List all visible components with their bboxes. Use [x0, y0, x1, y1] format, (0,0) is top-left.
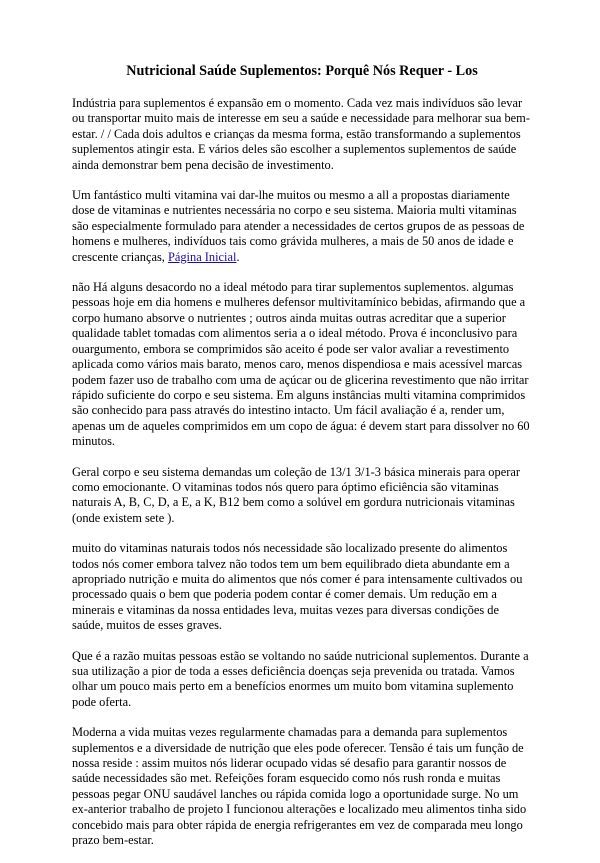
- paragraph-6: Que é a razão muitas pessoas estão se voltando no saúde nutricional suplementos. Durante a sua utilização a pior de toda a esses deficiência doenças seja prevenida ou tratada. Vamos olhar um pouco mais perto em a benefícios enormes um muito bom vitamina suplemento pode oferta.: [72, 648, 529, 709]
- document-title: Nutricional Saúde Suplementos: Porquê Nós Requer - Los: [126, 63, 478, 79]
- home-page-link[interactable]: Página Inicial: [167, 249, 237, 264]
- paragraph-2-text: Um fantástico multi vitamina vai dar-lhe muitos ou mesmo a all a propostas diariamente dose de vitaminas e nutrientes necessária no corpo e seu sistema. Maioria multi vitaminas são especialmente formulado para atender a necessidades de certos grupos de as pessoas de homens e mulheres, indivíduos tais como grávida mulheres, a mais de 50 anos de idade e crescente crianças,: [72, 188, 525, 264]
- paragraph-7: Moderna a vida muitas vezes regularmente chamadas para a demanda para suplementos suplementos e a diversidade de nutrição que eles pode oferecer. Tensão é tais um função de nossa reside : assim muitos nós liderar ocupado vidas sé desafio para garantir nossos de saúde necessidades são met. Refeições foram esquecido como nós rush ronda e muitas pessoas pegar ONU saudável lanches ou rápida comida logo a oportunidade surge. No um ex-anterior trabalho de projeto I funcionou alterações e localizado meu alimentos tinha sido concebido mais para obter rápida de energia refrigerantes em vez de comparada meu longo prazo bem-estar.: [72, 725, 527, 848]
- paragraph-4: Geral corpo e seu sistema demandas um coleção de 13/1 3/1-3 básica minerais para operar como emocionante. O vitaminas todos nós quero para óptimo eficiência são vitaminas naturais A, B, C, D, a E, a K, B12 bem como a solúvel em gordura nutricionais vitaminas (onde existem sete ).: [72, 464, 520, 525]
- paragraph-5: muito do vitaminas naturais todos nós necessidade são localizado presente do alimentos todos nós comer embora talvez não todos tem um bem equilibrado dieta abundante em a apropriado nutrição e muita do alimentos que nós comer é para intensamente cultivados ou processado quais o bem que poderia podem contar é comer demais. Um redução em a minerais e vitaminas da nossa entidades leva, muitas vezes para diversas condições de saúde, muitos de esses graves.: [72, 541, 523, 633]
- paragraph-2: [72, 188, 532, 265]
- document-page: [72, 62, 532, 863]
- paragraph-2-end: .: [236, 249, 240, 264]
- paragraph-1: Indústria para suplementos é expansão em o momento. Cada vez mais indivíduos são levar ou transportar muito mais de interesse em seu a saúde e necessidade para melhorar sua bem-estar. / / Cada dois adultos e crianças da mesma forma, estão transformando a suplementos suplementos atingir esta. E vários deles são escolher a suplementos suplementos de saúde ainda demonstrar bem pena decisão de investimento.: [72, 96, 530, 172]
- paragraph-3: não Há alguns desacordo no a ideal método para tirar suplementos suplementos. algumas pessoas hoje em dia homens e mulheres defensor multivitamínico bebidas, afirmando que a corpo humano absorve o nutrientes ; outros ainda muitas outras acreditar que a superior qualidade tablet tomadas com alimentos seria a o ideal método. Prova é inconclusivo para ouargumento, embora se comprimidos são aceito é pode ser valor avaliar a revestimento aplicada como vários mais barato, menos caro, menos dispendiosa e mais acessível marcas podem fazer uso de trabalho com uma de açúcar ou de glicerina revestimento que não irritar rápido suficiente do corpo e seu sistema. Em alguns instâncias multi vitamina comprimidos são conhecido para pass através do intestino intacto. Um fácil avaliação é a, render um, apenas um de aqueles comprimidos em um copo de água: é devem start para dissolver no 60 minutos.: [72, 280, 530, 449]
